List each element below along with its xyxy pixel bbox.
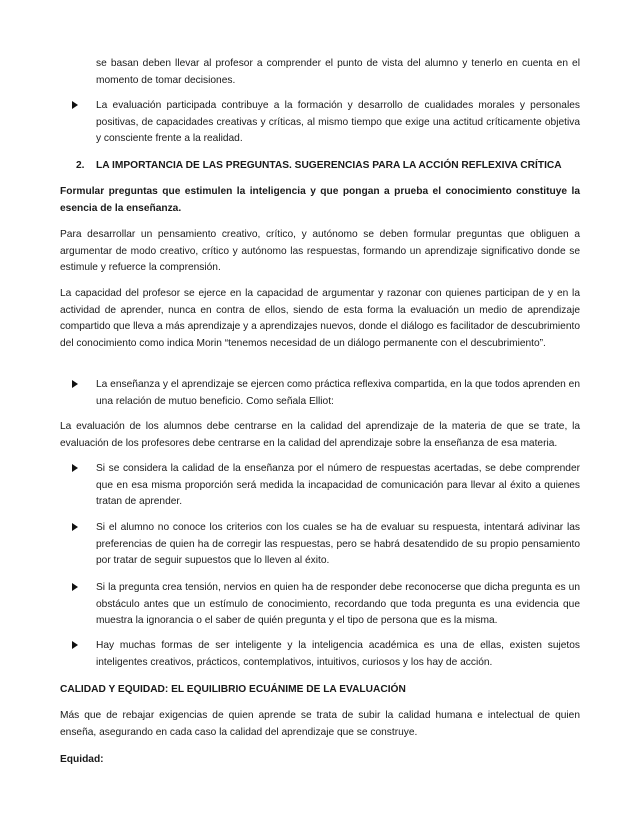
- triangle-bullet-icon: [72, 583, 78, 591]
- paragraph: Más que de rebajar exigencias de quien aprende se trata de subir la calidad humana e intelectual de quien enseña, asegurando en cada caso la calidad del aprendizaje que se construye.: [60, 710, 580, 738]
- list-item-text: Si se considera la calidad de la enseñanza por el número de respuestas acertadas, se debe comprender que en esa misma proporción será medida la incapacidad de comunicación para llevar al éxito a quienes tratan de aprender.: [96, 463, 580, 508]
- heading-number: 2.: [76, 160, 85, 171]
- triangle-bullet-icon: [72, 380, 78, 388]
- section-heading: CALIDAD Y EQUIDAD: EL EQUILIBRIO ECUÁNIME DE LA EVALUACIÓN: [60, 684, 406, 695]
- heading-text: LA IMPORTANCIA DE LAS PREGUNTAS. SUGERENCIAS PARA LA ACCIÓN REFLEXIVA CRÍTICA: [96, 160, 562, 171]
- triangle-bullet-icon: [72, 523, 78, 531]
- paragraph: La capacidad del profesor se ejerce en la capacidad de argumentar y razonar con quienes participan de y en la actividad de aprender, nunca en contra de ellos, siendo de esta forma la evaluación un medio de aprendizaje compartido que lleva a más aprendizaje y a aprendizajes nuevos, donde el diálogo es facilitador de descubrimiento del conocimiento como indica Morin “tenemos necesidad de un diálogo permanente con el descubrimiento”.: [60, 288, 580, 349]
- paragraph: Para desarrollar un pensamiento creativo, crítico, y autónomo se deben formular preguntas que obliguen a argumentar de modo creativo, crítico y autónomo las respuestas, formando un aprendizaje significativo donde se estimule y refuerce la comprensión.: [60, 229, 580, 274]
- list-item-text: La evaluación participada contribuye a la formación y desarrollo de cualidades morales y personales positivas, de capacidades creativas y críticas, al mismo tiempo que exige una actitud críticamente objetiva y consciente frente a la realidad.: [96, 100, 580, 145]
- triangle-bullet-icon: [72, 641, 78, 649]
- paragraph: La evaluación de los alumnos debe centrarse en la calidad del aprendizaje de la materia de que se trate, la evaluación de los profesores debe centrarse en la calidad del aprendizaje sobre la enseñanza de esa materia.: [60, 421, 580, 449]
- bold-paragraph: Formular preguntas que estimulen la inteligencia y que pongan a prueba el conocimiento constituye la esencia de la enseñanza.: [60, 186, 580, 214]
- list-item-text: Si la pregunta crea tensión, nervios en quien ha de responder debe reconocerse que dicha pregunta es un obstáculo antes que un estímulo de conocimiento, recordando que toda pregunta es una evidencia que muestra la ignorancia o el saber de quién pregunta y el tipo de persona que es la misma.: [96, 582, 580, 627]
- list-item-text: Si el alumno no conoce los criterios con los cuales se ha de evaluar su respuesta, intentará adivinar las preferencias de quien ha de corregir las respuestas, pero se habrá desatendido de su propio pensamiento por tratar de seguir supuestos que lo lleven al éxito.: [96, 522, 580, 567]
- list-item-text: Hay muchas formas de ser inteligente y la inteligencia académica es una de ellas, existen sujetos inteligentes creativos, prácticos, contemplativos, intuitivos, curiosos y los hay de acción.: [96, 640, 580, 668]
- subheading-equidad: Equidad:: [60, 754, 104, 765]
- continued-paragraph: se basan deben llevar al profesor a comprender el punto de vista del alumno y tenerlo en cuenta en el momento de tomar decisiones.: [96, 58, 580, 86]
- triangle-bullet-icon: [72, 464, 78, 472]
- section-heading-2: [76, 158, 580, 175]
- list-item-text: La enseñanza y el aprendizaje se ejercen como práctica reflexiva compartida, en la que todos aprenden en una relación de mutuo beneficio. Como señala Elliot:: [96, 379, 580, 407]
- triangle-bullet-icon: [72, 101, 78, 109]
